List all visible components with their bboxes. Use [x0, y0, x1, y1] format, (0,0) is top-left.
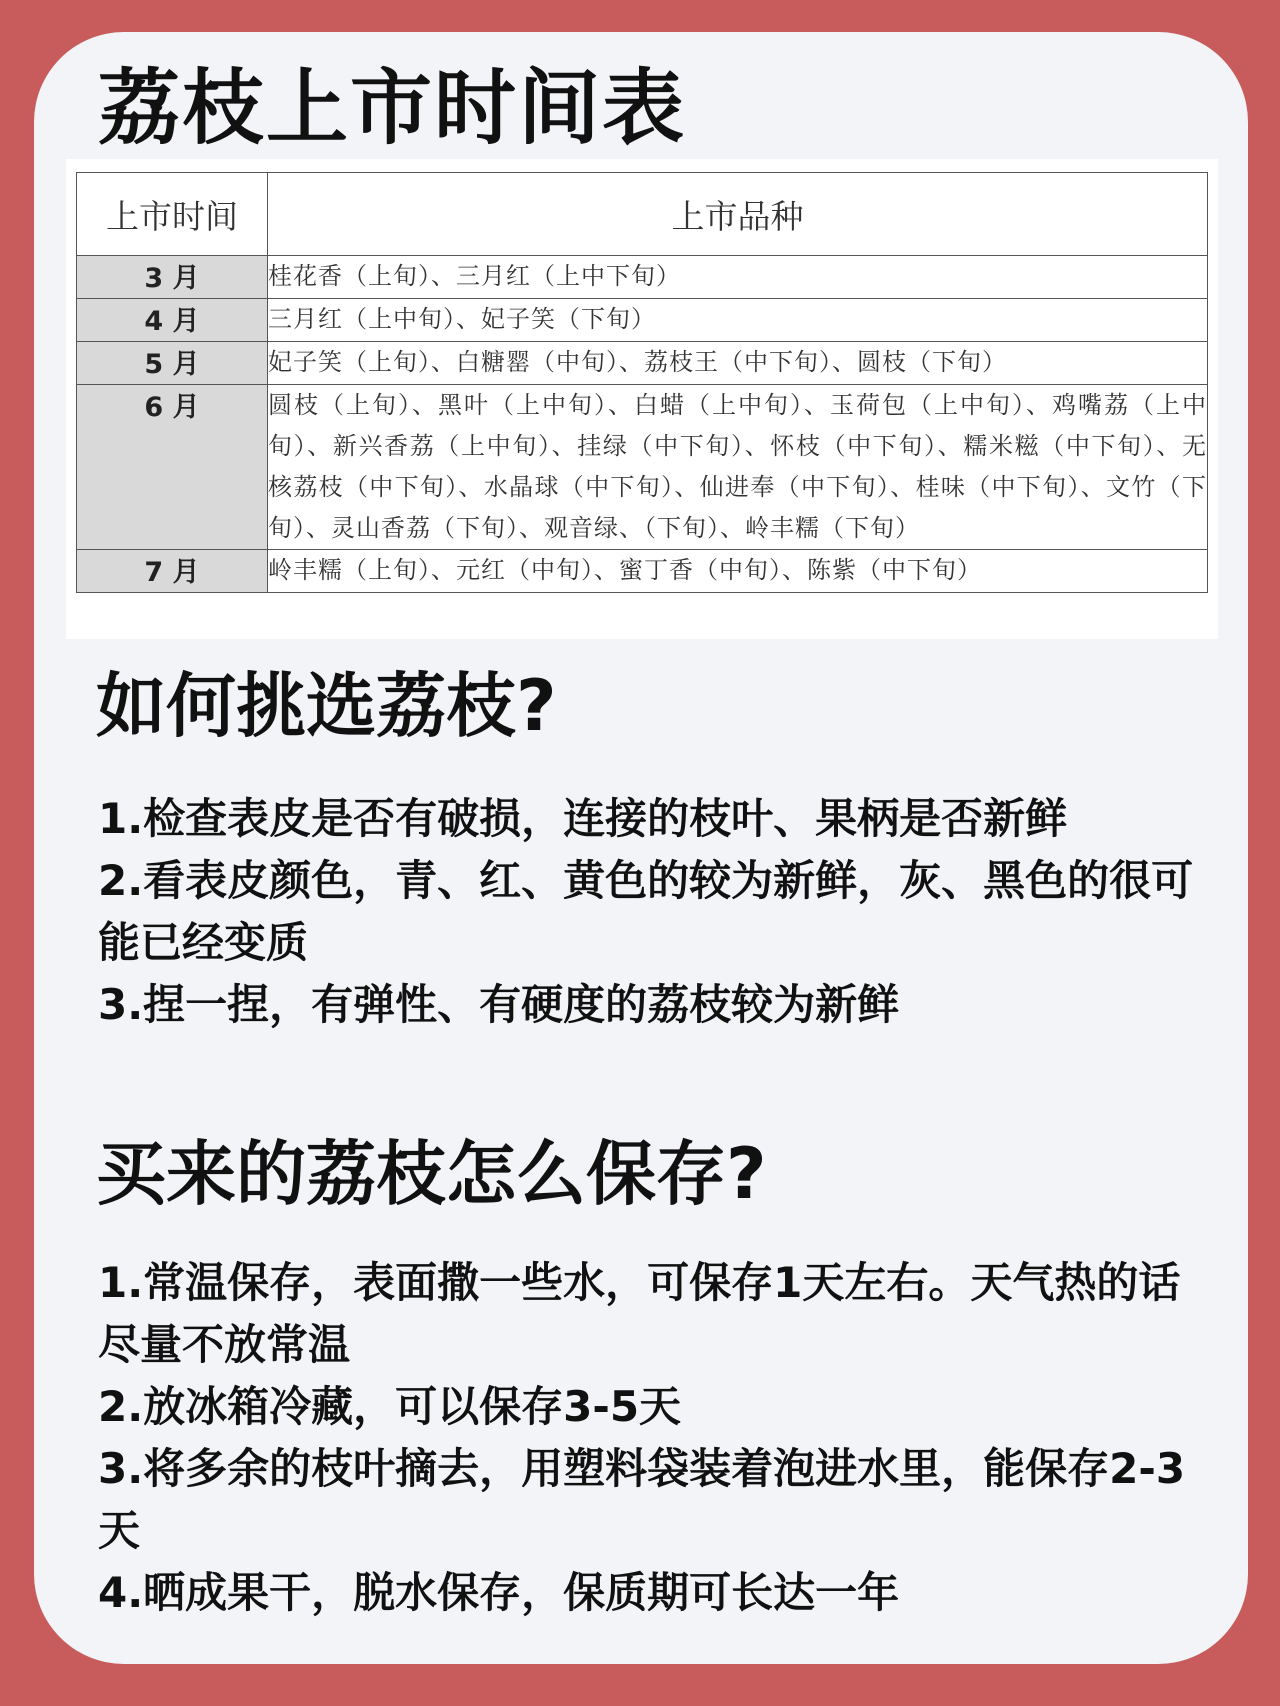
choose-tips-list — [98, 788, 1218, 1036]
table-row — [77, 299, 1208, 342]
table-header-row — [77, 173, 1208, 256]
month-cell: 4 月 — [77, 299, 268, 342]
storage-tip: 4.晒成果干，脱水保存，保质期可长达一年 — [98, 1568, 900, 1617]
storage-section-title: 买来的荔枝怎么保存? — [96, 1133, 767, 1215]
header-varieties: 上市品种 — [268, 173, 1208, 256]
varieties-cell: 妃子笑（上旬）、白糖罂（中旬）、荔枝王（中下旬）、圆枝（下旬） — [268, 342, 1208, 385]
choose-tip: 1.检查表皮是否有破损，连接的枝叶、果柄是否新鲜 — [98, 794, 1068, 843]
table-row — [77, 550, 1208, 593]
month-cell: 7 月 — [77, 550, 268, 593]
choose-section-title: 如何挑选荔枝? — [96, 665, 557, 747]
table-row — [77, 342, 1208, 385]
choose-tip: 3.捏一捏，有弹性、有硬度的荔枝较为新鲜 — [98, 980, 900, 1029]
header-time: 上市时间 — [77, 173, 268, 256]
storage-tip: 3.将多余的枝叶摘去，用塑料袋装着泡进水里，能保存2-3天 — [98, 1444, 1186, 1555]
month-cell: 5 月 — [77, 342, 268, 385]
table-row — [77, 385, 1208, 550]
page-title: 荔枝上市时间表 — [98, 61, 687, 156]
varieties-cell: 三月红（上中旬）、妃子笑（下旬） — [268, 299, 1208, 342]
schedule-table-image — [66, 159, 1218, 639]
storage-tip: 2.放冰箱冷藏，可以保存3-5天 — [98, 1382, 682, 1431]
table-row — [77, 256, 1208, 299]
storage-tips-list — [98, 1252, 1218, 1624]
storage-tip: 1.常温保存，表面撒一些水，可保存1天左右。天气热的话尽量不放常温 — [98, 1258, 1181, 1369]
varieties-cell: 桂花香（上旬）、三月红（上中下旬） — [268, 256, 1208, 299]
varieties-cell: 圆枝（上旬）、黑叶（上中旬）、白蜡（上中旬）、玉荷包（上中旬）、鸡嘴荔（上中旬）、新兴香荔（上中旬）、挂绿（中下旬）、怀枝（中下旬）、糯米糍（中下旬）、无核荔枝（中下旬）、水晶球（中下旬）、仙进奉（中下旬）、桂味（中下旬）、文竹（下旬）、灵山香荔（下旬）、观音绿、（下旬）、岭丰糯（下旬） — [268, 385, 1208, 550]
content-card — [34, 32, 1248, 1664]
month-cell: 3 月 — [77, 256, 268, 299]
choose-tip: 2.看表皮颜色，青、红、黄色的较为新鲜，灰、黑色的很可能已经变质 — [98, 856, 1194, 967]
month-cell: 6 月 — [77, 385, 268, 550]
varieties-cell: 岭丰糯（上旬）、元红（中旬）、蜜丁香（中旬）、陈紫（中下旬） — [268, 550, 1208, 593]
schedule-table — [76, 172, 1208, 593]
